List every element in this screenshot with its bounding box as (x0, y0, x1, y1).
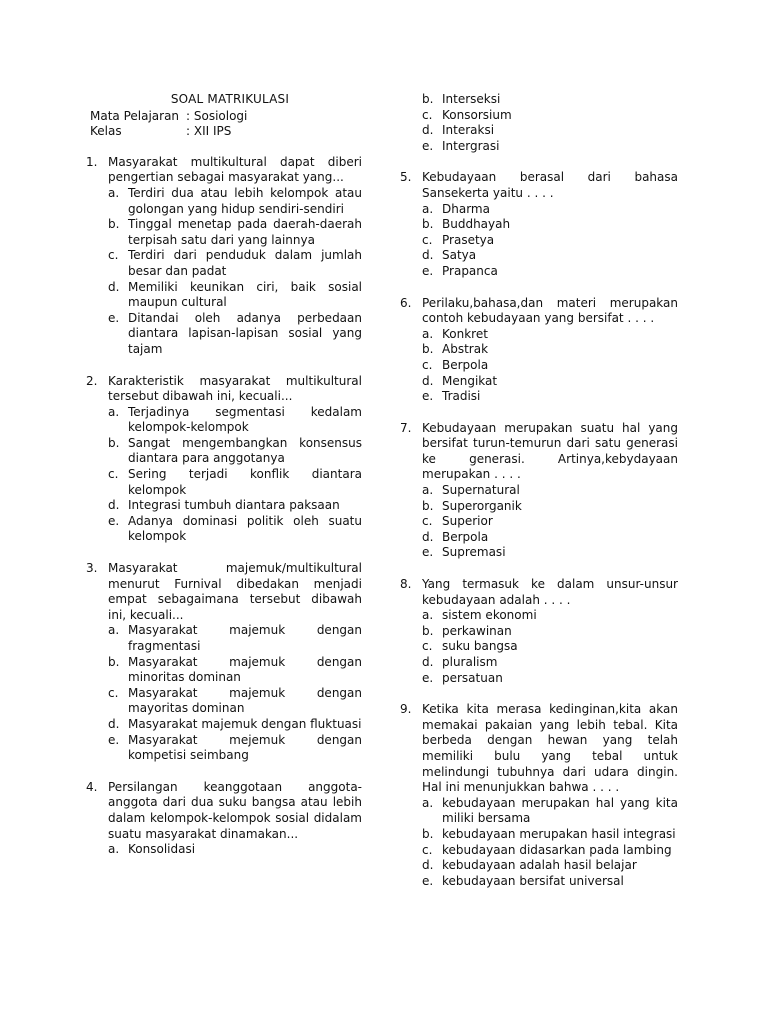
option-letter: a. (422, 483, 434, 498)
option-7-2 (422, 514, 678, 530)
option-5-1 (422, 217, 678, 233)
question-4-continued (400, 92, 678, 154)
option-6-2 (422, 358, 678, 374)
question-body (422, 170, 678, 279)
option-text: Konsolidasi (128, 842, 196, 857)
option-letter: e. (108, 513, 120, 528)
question-3 (86, 561, 362, 764)
option-text: Mengikat (442, 373, 498, 388)
question-body (108, 780, 362, 858)
option-text: kebudayaan bersifat universal (442, 873, 624, 888)
question-body (422, 296, 678, 405)
option-list-7 (422, 483, 678, 561)
question-5 (400, 170, 678, 279)
option-text: Memiliki keunikan ciri, baik sosial maupun cultural (128, 279, 362, 310)
option-letter: c. (422, 357, 433, 372)
subject-label: Mata Pelajaran (90, 108, 180, 123)
option-letter: e. (108, 732, 120, 747)
option-letter: d. (422, 655, 434, 669)
option-2-2 (108, 467, 362, 498)
question-number: 1. (86, 154, 98, 169)
option-letter: d. (422, 529, 434, 544)
option-text: Prasetya (442, 232, 495, 247)
option-3-3 (108, 717, 362, 733)
question-4 (86, 780, 362, 858)
option-letter: b. (422, 826, 434, 841)
option-text: Interaksi (442, 123, 495, 138)
option-letter: e. (422, 389, 434, 404)
left-question-list (86, 155, 362, 858)
question-number: 6. (400, 295, 412, 310)
option-8-2 (422, 639, 678, 655)
option-text: kebudayaan merupakan hasil integrasi (442, 826, 676, 841)
option-2-4 (108, 514, 362, 545)
question-stem: Persilangan keanggotaan anggota-anggota dari dua suku bangsa atau lebih dalam kelompok-kelompok sosial didalam suatu masyarakat dinamakan... (108, 779, 362, 841)
option-text: Integrasi tumbuh diantara paksaan (128, 498, 340, 513)
question-stem: Karakteristik masyarakat multikultural tersebut dibawah ini, kecuali... (108, 373, 362, 404)
option-letter: e. (422, 263, 434, 278)
option-9-2 (422, 843, 678, 859)
option-text: Satya (442, 248, 477, 263)
option-4-0 (108, 842, 362, 858)
option-letter: c. (422, 107, 433, 122)
question-number: 7. (400, 420, 412, 435)
option-letter: c. (422, 842, 433, 857)
option-letter: b. (422, 217, 434, 232)
class-row (86, 124, 362, 140)
option-text: Masyarakat mejemuk dengan kompetisi seimbang (128, 732, 362, 763)
option-text: Intergrasi (442, 138, 500, 153)
question-number: 4. (86, 779, 98, 794)
option-1-2 (108, 248, 362, 279)
option-letter: a. (108, 404, 120, 419)
option-9-0 (422, 796, 678, 827)
question-number: 5. (400, 170, 412, 185)
question-body (422, 702, 678, 889)
option-5-3 (422, 248, 678, 264)
option-letter: c. (422, 514, 433, 529)
option-text: Adanya dominasi politik oleh suatu kelompok (128, 513, 362, 544)
question-stem: Kebudayaan merupakan suatu hal yang bersifat turun-temurun dari satu generasi ke generasi. Artinya,kebydayaan merupakan . . . . (422, 420, 678, 482)
option-text: Konsorsium (442, 107, 512, 122)
option-text: Konkret (442, 326, 488, 341)
option-letter: c. (422, 232, 433, 247)
option-text: Tinggal menetap pada daerah-daerah terpisah satu dari yang lainnya (128, 217, 362, 247)
option-letter: b. (422, 92, 434, 106)
option-6-1 (422, 342, 678, 358)
option-text: Sering terjadi konflik diantara kelompok (128, 467, 362, 497)
option-list-4b (422, 92, 678, 154)
option-letter: b. (108, 654, 120, 669)
class-label: Kelas (90, 124, 122, 139)
option-letter: d. (422, 248, 434, 263)
option-5-4 (422, 264, 678, 280)
option-letter: d. (108, 279, 120, 294)
question-number: 8. (400, 577, 412, 592)
option-list-3 (108, 623, 362, 763)
option-text: Terdiri dari penduduk dalam jumlah besar dan padat (128, 248, 362, 278)
question-stem: Yang termasuk ke dalam unsur-unsur kebudayaan adalah . . . . (422, 577, 678, 607)
option-letter: b. (422, 342, 434, 357)
option-9-3 (422, 858, 678, 874)
option-letter: b. (422, 623, 434, 638)
page-title: SOAL MATRIKULASI (170, 92, 290, 106)
question-body (422, 577, 678, 686)
option-text: suku bangsa (442, 639, 518, 654)
option-1-0 (108, 186, 362, 217)
option-letter: c. (422, 639, 433, 654)
option-1-1 (108, 217, 362, 248)
option-text: Superior (442, 514, 493, 529)
question-stem: Masyarakat majemuk/multikultural menurut Furnival dibedakan menjadi empat sebagaimana tersebut dibawah ini, kecuali... (108, 561, 362, 622)
question-body (108, 561, 362, 764)
option-5-0 (422, 202, 678, 218)
option-1-3 (108, 280, 362, 311)
question-number: 2. (86, 373, 98, 388)
option-4b-1 (422, 108, 678, 124)
option-letter: b. (422, 498, 434, 513)
option-text: Supernatural (442, 483, 520, 498)
option-1-4 (108, 311, 362, 358)
option-8-3 (422, 655, 678, 671)
option-text: Dharma (442, 201, 490, 216)
question-stem: Kebudayaan berasal dari bahasa Sansekerta yaitu . . . . (422, 170, 678, 200)
class-value: : XII IPS (186, 124, 232, 139)
option-3-2 (108, 686, 362, 717)
option-letter: e. (422, 873, 434, 888)
option-text: Supremasi (442, 545, 506, 560)
question-body (422, 92, 678, 154)
option-letter: a. (108, 842, 120, 857)
question-6 (400, 296, 678, 405)
option-5-2 (422, 233, 678, 249)
option-3-1 (108, 655, 362, 686)
option-letter: e. (422, 670, 434, 685)
option-list-1 (108, 186, 362, 358)
question-9 (400, 702, 678, 889)
option-text: Superorganik (442, 498, 522, 513)
option-2-0 (108, 405, 362, 436)
option-text: Abstrak (442, 342, 489, 357)
option-text: pluralism (442, 655, 498, 669)
option-text: kebudayaan adalah hasil belajar (442, 858, 637, 873)
option-letter: d. (422, 373, 434, 388)
question-number: 9. (400, 702, 412, 717)
right-column (400, 92, 678, 889)
option-7-4 (422, 545, 678, 561)
option-text: kebudayaan merupakan hal yang kita miliki bersama (442, 795, 678, 826)
option-text: Sangat mengembangkan konsensus diantara para anggotanya (128, 435, 362, 466)
option-text: Terjadinya segmentasi kedalam kelompok-kelompok (128, 404, 362, 435)
option-letter: a. (422, 795, 434, 810)
option-letter: e. (422, 545, 434, 560)
option-text: Masyarakat majemuk dengan fluktuasi (128, 716, 362, 731)
option-list-5 (422, 202, 678, 280)
right-question-list (400, 170, 678, 889)
option-list-6 (422, 327, 678, 405)
option-text: Masyarakat majemuk dengan minoritas dominan (128, 654, 362, 685)
option-8-1 (422, 624, 678, 640)
option-4b-3 (422, 139, 678, 155)
question-1 (86, 155, 362, 358)
option-text: Buddhayah (442, 217, 511, 232)
option-letter: d. (108, 498, 120, 513)
question-body (108, 155, 362, 358)
option-text: Prapanca (442, 263, 498, 278)
option-list-8 (422, 608, 678, 686)
option-2-1 (108, 436, 362, 467)
option-6-4 (422, 389, 678, 405)
question-stem: Ketika kita merasa kedinginan,kita akan memakai pakaian yang lebih tebal. Kita berbeda dengan hewan yang telah memiliki bulu yang tebal untuk melindungi tubuhnya dari udara dingin. Hal ini menunjukkan bahwa . . . . (422, 702, 678, 795)
option-list-9 (422, 796, 678, 890)
option-letter: a. (108, 623, 120, 638)
option-7-1 (422, 499, 678, 515)
option-letter: c. (108, 248, 119, 263)
question-number: 3. (86, 561, 98, 576)
subject-value: : Sosiologi (186, 108, 248, 123)
option-list-2 (108, 405, 362, 545)
subject-row (86, 109, 362, 125)
option-8-4 (422, 671, 678, 687)
option-letter: e. (422, 138, 434, 153)
option-text: Berpola (442, 357, 489, 372)
option-3-0 (108, 623, 362, 654)
option-text: Tradisi (442, 389, 481, 404)
option-text: sistem ekonomi (442, 608, 537, 623)
option-letter: b. (108, 217, 120, 232)
question-body (422, 421, 678, 561)
option-9-1 (422, 827, 678, 843)
option-letter: e. (108, 310, 120, 325)
option-text: kebudayaan didasarkan pada lambing (442, 842, 672, 857)
option-letter: c. (108, 685, 119, 700)
option-4b-0 (422, 92, 678, 108)
question-number-spacer (400, 92, 422, 154)
option-7-3 (422, 530, 678, 546)
question-body (108, 374, 362, 546)
option-letter: b. (108, 435, 120, 450)
question-2 (86, 374, 362, 546)
question-7 (400, 421, 678, 561)
question-stem: Perilaku,bahasa,dan materi merupakan contoh kebudayaan yang bersifat . . . . (422, 295, 678, 326)
question-stem: Masyarakat multikultural dapat diberi pengertian sebagai masyarakat yang... (108, 154, 362, 185)
option-letter: d. (422, 123, 434, 138)
option-list-4 (108, 842, 362, 858)
option-9-4 (422, 874, 678, 890)
left-column (86, 92, 362, 858)
option-letter: a. (422, 326, 434, 341)
option-text: Interseksi (442, 92, 501, 106)
option-text: Masyarakat majemuk dengan fragmentasi (128, 623, 362, 653)
option-letter: a. (422, 201, 434, 216)
option-6-3 (422, 374, 678, 390)
option-text: persatuan (442, 670, 503, 685)
option-text: Berpola (442, 529, 489, 544)
option-letter: d. (422, 858, 434, 873)
option-4b-2 (422, 123, 678, 139)
option-text: Masyarakat majemuk dengan mayoritas dominan (128, 685, 362, 716)
option-3-4 (108, 733, 362, 764)
option-letter: a. (422, 608, 434, 623)
option-letter: d. (108, 716, 120, 731)
option-8-0 (422, 608, 678, 624)
option-text: Terdiri dua atau lebih kelompok atau golongan yang hidup sendiri-sendiri (128, 185, 362, 216)
question-4-cont-block (400, 92, 678, 154)
option-letter: a. (108, 185, 120, 200)
option-text: Ditandai oleh adanya perbedaan diantara lapisan-lapisan sosial yang tajam (128, 310, 362, 356)
option-7-0 (422, 483, 678, 499)
option-text: perkawinan (442, 623, 512, 638)
option-2-3 (108, 498, 362, 514)
question-8 (400, 577, 678, 686)
option-6-0 (422, 327, 678, 343)
option-letter: c. (108, 467, 119, 482)
